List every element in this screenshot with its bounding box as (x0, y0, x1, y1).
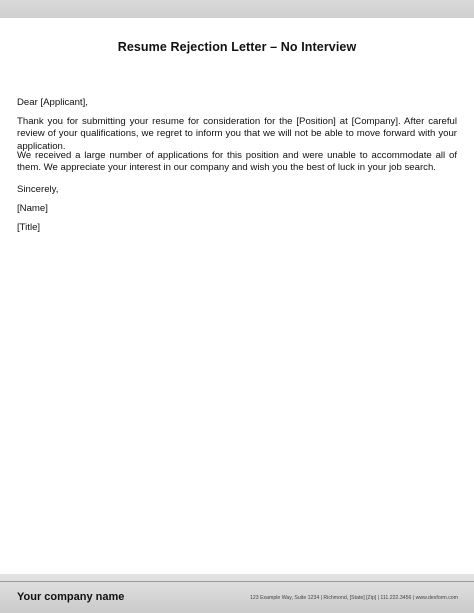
footer-divider (0, 581, 474, 582)
body-paragraph-1: Thank you for submitting your resume for consideration for the [Position] at [Company]. After careful review of your qualifications, we regret to inform you that we will not be able to move forward with your application. (17, 116, 457, 152)
greeting-line: Dear [Applicant], (17, 97, 88, 108)
signer-name: [Name] (17, 203, 48, 214)
footer-company-name: Your company name (17, 591, 125, 603)
body-paragraph-2: We received a large number of applications for this position and were unable to accommodate all of them. We appreciate your interest in our company and wish you the best of luck in your job search. (17, 150, 457, 174)
closing-line: Sincerely, (17, 184, 59, 195)
letter-title: Resume Rejection Letter – No Interview (117, 40, 357, 54)
signer-title: [Title] (17, 222, 41, 233)
top-header-band (0, 0, 474, 18)
footer-address: 123 Example Way, Suite 1234 | Richmond, [State] [Zip] | 111.222.3456 | www.dexform.com (250, 595, 458, 601)
